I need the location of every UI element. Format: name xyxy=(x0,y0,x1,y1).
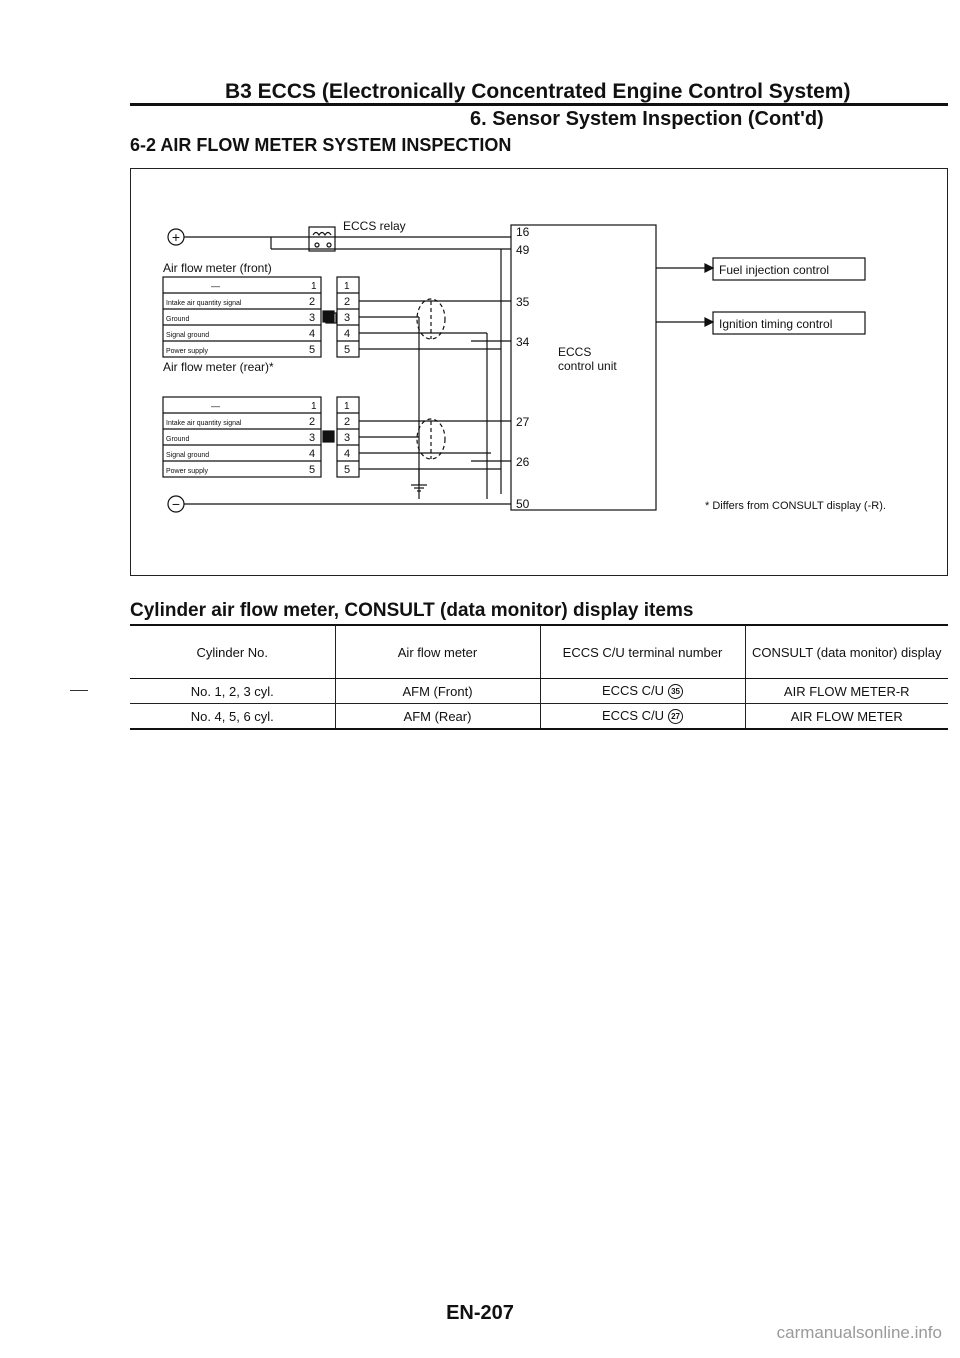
header-rule xyxy=(130,103,948,106)
svg-text:Ground: Ground xyxy=(166,316,190,323)
afm-front-title: Air flow meter (front) xyxy=(163,261,272,275)
svg-text:1: 1 xyxy=(311,281,317,292)
svg-text:1: 1 xyxy=(311,401,317,412)
svg-text:4: 4 xyxy=(309,448,316,460)
svg-text:3: 3 xyxy=(344,432,351,444)
svg-text:4: 4 xyxy=(309,328,316,340)
cell-afm: AFM (Front) xyxy=(335,679,540,704)
header-terminal: ECCS C/U terminal number xyxy=(540,625,745,679)
svg-text:Signal ground: Signal ground xyxy=(166,452,210,459)
cell-terminal: ECCS C/U 27 xyxy=(540,704,745,730)
svg-text:27: 27 xyxy=(516,415,530,429)
relay-icon xyxy=(309,227,335,251)
svg-text:Ground: Ground xyxy=(166,436,190,443)
page-number: EN-207 xyxy=(446,1302,514,1324)
svg-text:5: 5 xyxy=(309,344,316,356)
section-title: 6-2 AIR FLOW METER SYSTEM INSPECTION xyxy=(130,135,512,155)
output-ignition-timing: Ignition timing control xyxy=(719,317,833,331)
afm-rear-title: Air flow meter (rear)* xyxy=(163,360,274,374)
svg-text:3: 3 xyxy=(309,312,316,324)
header-title: B3 ECCS (Electronically Concentrated Engine Control System) xyxy=(225,80,851,103)
table-row xyxy=(130,679,948,704)
output-fuel-injection: Fuel injection control xyxy=(719,263,830,277)
svg-text:49: 49 xyxy=(516,243,530,257)
svg-text:5: 5 xyxy=(344,344,351,356)
diagram-footnote: * Differs from CONSULT display (-R). xyxy=(705,500,886,512)
cell-cylinder: No. 1, 2, 3 cyl. xyxy=(130,679,335,704)
svg-text:2: 2 xyxy=(309,296,316,308)
svg-text:34: 34 xyxy=(516,335,530,349)
display-items-table xyxy=(130,624,948,730)
svg-text:—: — xyxy=(211,281,220,291)
table-row xyxy=(130,704,948,730)
svg-text:3: 3 xyxy=(309,432,316,444)
svg-text:1: 1 xyxy=(344,401,350,412)
negative-symbol: − xyxy=(171,496,181,512)
svg-text:4: 4 xyxy=(344,448,351,460)
positive-symbol: + xyxy=(171,229,181,245)
svg-text:1: 1 xyxy=(344,281,350,292)
svg-text:4: 4 xyxy=(344,328,351,340)
margin-mark xyxy=(70,690,88,691)
watermark: carmanualsonline.info xyxy=(776,1323,942,1342)
cell-terminal: ECCS C/U 35 xyxy=(540,679,745,704)
wiring-diagram-frame xyxy=(130,168,948,576)
header-air-flow-meter: Air flow meter xyxy=(335,625,540,679)
ecu-label-1: ECCS xyxy=(558,345,592,359)
header-cylinder: Cylinder No. xyxy=(130,625,335,679)
svg-text:Intake air quantity signal: Intake air quantity signal xyxy=(166,420,242,427)
svg-text:35: 35 xyxy=(516,295,530,309)
svg-text:16: 16 xyxy=(516,225,530,239)
relay-label: ECCS relay xyxy=(343,219,406,233)
svg-text:Power supply: Power supply xyxy=(166,348,209,355)
svg-text:5: 5 xyxy=(309,464,316,476)
cell-cylinder: No. 4, 5, 6 cyl. xyxy=(190,708,274,724)
svg-text:2: 2 xyxy=(309,416,316,428)
svg-text:2: 2 xyxy=(344,296,351,308)
table-header-row xyxy=(130,625,948,679)
terminal-number-badge: 27 xyxy=(668,709,683,724)
cell-afm: AFM (Rear) xyxy=(335,704,540,730)
table-title: Cylinder air flow meter, CONSULT (data monitor) display items xyxy=(130,600,694,621)
afm-front-connector xyxy=(323,277,359,357)
svg-text:Power supply: Power supply xyxy=(166,468,209,475)
svg-text:Intake air quantity signal: Intake air quantity signal xyxy=(166,300,242,307)
wiring-diagram xyxy=(131,169,946,574)
ecu-label-2: control unit xyxy=(558,359,617,373)
cell-display: AIR FLOW METER-R xyxy=(745,679,948,704)
svg-text:5: 5 xyxy=(344,464,351,476)
svg-text:2: 2 xyxy=(344,416,351,428)
svg-text:Signal ground: Signal ground xyxy=(166,332,210,339)
svg-text:—: — xyxy=(211,401,220,411)
afm-rear-connector xyxy=(323,397,359,477)
afm-rear-block xyxy=(163,397,321,477)
afm-front-block xyxy=(163,277,321,357)
cell-display: AIR FLOW METER xyxy=(745,704,948,730)
header-subtitle: 6. Sensor System Inspection (Cont'd) xyxy=(470,108,824,130)
svg-text:3: 3 xyxy=(344,312,351,324)
header-consult-display: CONSULT (data monitor) display xyxy=(745,625,948,679)
svg-text:50: 50 xyxy=(516,497,530,511)
terminal-number-badge: 35 xyxy=(668,684,683,699)
svg-text:26: 26 xyxy=(516,455,530,469)
